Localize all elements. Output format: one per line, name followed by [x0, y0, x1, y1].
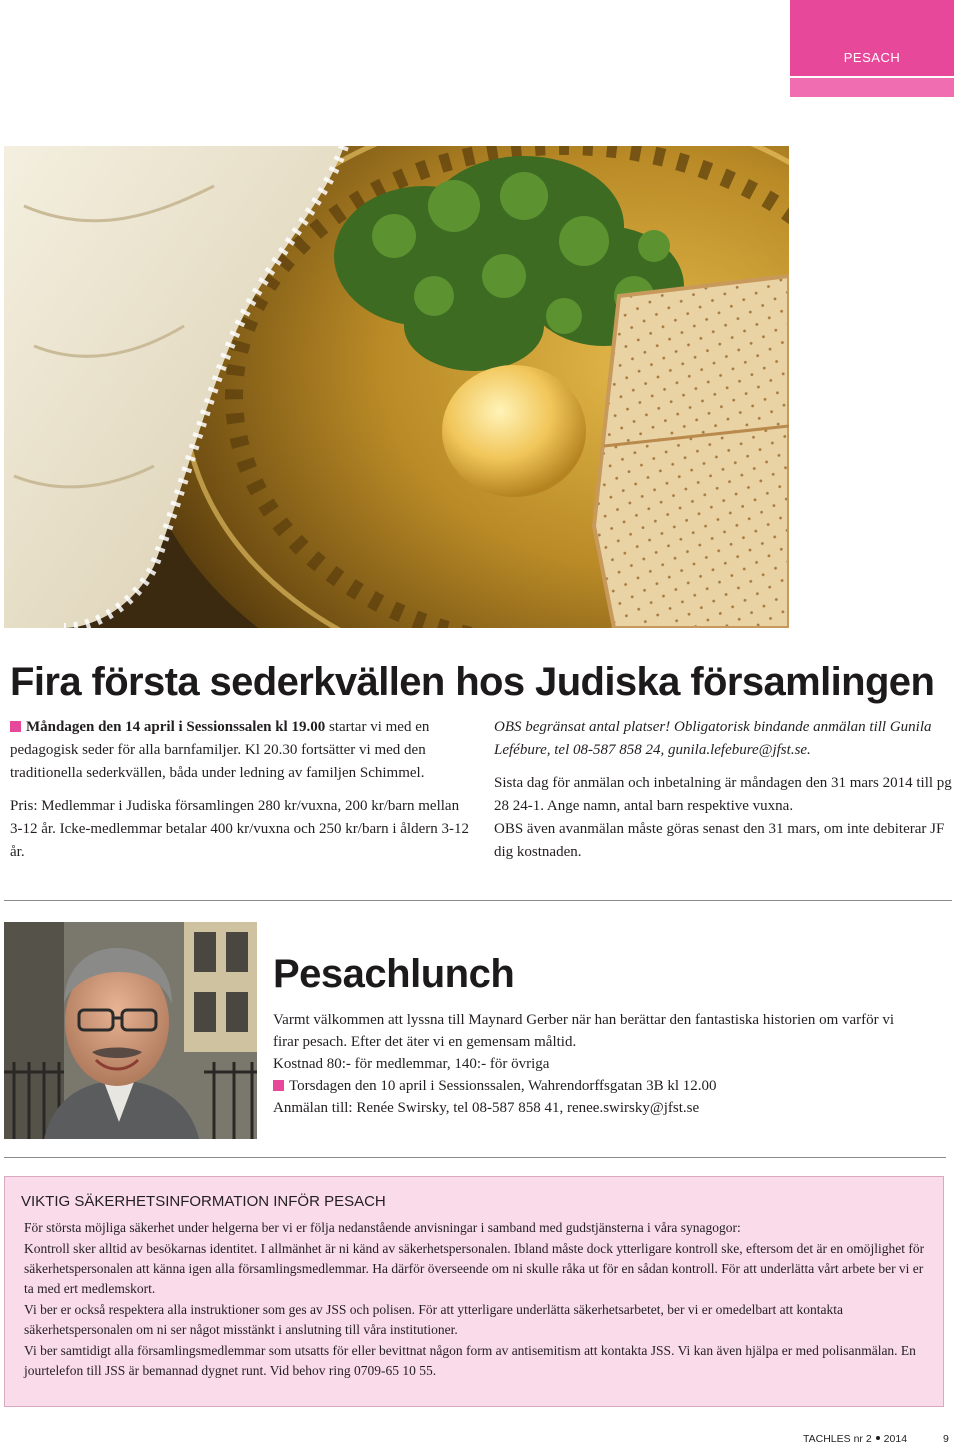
cancellation-note: OBS även avanmälan måste göras senast den 31 mars, om inte debiterar JF dig kostnaden. — [494, 821, 945, 860]
price-info: Pris: Medlemmar i Judiska församlingen 280 kr/vuxna, 200 kr/barn mellan 3-12 år. Icke-medlemmar betalar 400 kr/vuxna och 250 kr/barn i åldern 3-12 år. — [10, 798, 470, 860]
seder-plate-photo — [4, 146, 789, 628]
speaker-portrait-photo — [4, 922, 257, 1139]
page-number: 9 — [943, 1433, 949, 1445]
security-paragraph: Kontroll sker alltid av besökarnas identitet. I allmänhet är ni känd av säkerhetspersonalen. Ibland måste dock ytterligare kontroll ske, eftersom det är en omöjlighet för säkerhetspersonalen att känna igen alla församlingsmedlemmar. Ha därför överseende om ni skulle råka ut för en sådan kontroll. För att underlätta vårt arbete ber vi er ta med ert medlemskort. — [24, 1241, 925, 1296]
section-tab-accent — [790, 78, 954, 97]
security-paragraph: Vi ber er också respektera alla instruktioner som ges av JSS och polisen. För att ytterligare underlätta säkerhetsarbetet, ber vi er omedelbart att kontakta säkerhetspersonalen om ni ser något misstänkt i anslutning till våra institutioner. — [24, 1302, 844, 1337]
event-date-bold: Måndagen den 14 april i Sessionssalen kl 19.00 — [26, 719, 326, 735]
article-headline: Fira första sederkvällen hos Judiska församlingen — [10, 660, 935, 704]
lunch-registration: Anmälan till: Renée Swirsky, tel 08-587 858 41, renee.swirsky@jfst.se — [273, 1100, 700, 1116]
lunch-date: Torsdagen den 10 april i Sessionssalen, Wahrendorffsgatan 3B kl 12.00 — [289, 1078, 717, 1094]
security-title: VIKTIG SÄKERHETSINFORMATION INFÖR PESACH — [21, 1193, 386, 1210]
section-tab-label: PESACH — [843, 50, 901, 65]
divider — [4, 900, 952, 901]
lunch-title: Pesachlunch — [273, 952, 515, 996]
footer-year: 2014 — [883, 1433, 908, 1445]
registration-note: OBS begränsat antal platser! Obligatorisk bindande anmälan till Gunila Lefébure, tel 08-587 858 24, gunila.lefebure@jfst.se. — [494, 719, 932, 758]
lunch-date-line — [273, 1075, 913, 1097]
footer-publication: TACHLES nr 2 — [803, 1433, 872, 1445]
article-left-p1 — [10, 716, 472, 785]
article-left-column — [10, 716, 472, 874]
security-paragraph: Vi ber samtidigt alla församlingsmedlemmar som utsatts för eller bevittnat någon form av antisemitism att kontakta JSS. Vi kan även hjälpa er med polisanmälan. En jourtelefon till JSS är bemannad dygnet runt. Vid behov ring 0709-65 10 55. — [24, 1343, 916, 1378]
section-tab — [790, 0, 954, 76]
bullet-dot-icon — [876, 1436, 880, 1440]
lunch-body — [273, 1009, 913, 1119]
security-body — [24, 1218, 929, 1382]
divider — [4, 1157, 946, 1158]
event-description: startar vi med en pedagogisk seder för alla barnfamiljer. Kl 20.30 fortsätter vi med den traditionella sederkvällen, båda under ledning av familjen Schimmel. — [10, 719, 430, 781]
article-right-column — [494, 716, 954, 864]
pink-square-bullet-icon — [10, 721, 21, 732]
payment-deadline: Sista dag för anmälan och inbetalning är måndagen den 31 mars 2014 till pg 28 24-1. Ange namn, antal barn respektive vuxna. — [494, 775, 952, 814]
pink-square-bullet-icon — [273, 1080, 284, 1091]
security-paragraph: För största möjliga säkerhet under helgerna ber vi er följa nedanstående anvisningar i samband med gudstjänsterna i våra synagogor: — [24, 1220, 741, 1235]
lunch-intro: Varmt välkommen att lyssna till Maynard Gerber när han berättar den fantastiska historien om varför vi firar pesach. Efter det äter vi en gemensam måltid. — [273, 1012, 895, 1050]
page-footer — [803, 1432, 949, 1446]
lunch-cost: Kostnad 80:- för medlemmar, 140:- för övriga — [273, 1056, 550, 1072]
